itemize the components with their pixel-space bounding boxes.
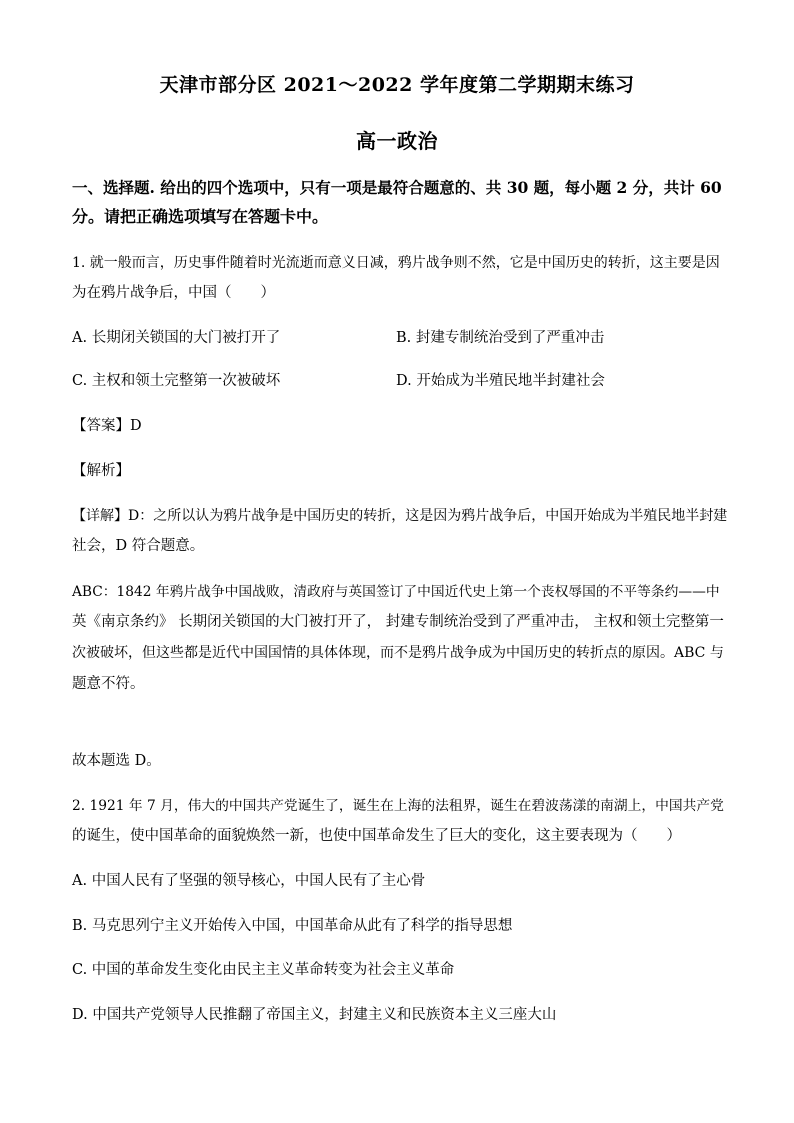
q1-answer: 【答案】D (72, 418, 142, 434)
q1-detail-line-1: 【详解】D：之所以认为鸦片战争是中国历史的转折，这是因为鸦片战争后，中国开始成为半殖民地半封建 (72, 508, 728, 524)
q1-abc-line-1: ABC：1842 年鸦片战争中国战败，清政府与英国签订了中国近代史上第一个丧权辱国的不平等条约——中 (72, 584, 720, 600)
q2-stem-line-2: 的诞生，使中国革命的面貌焕然一新，也使中国革命发生了巨大的变化，这主要表现为（ ） (72, 828, 681, 844)
q1-stem-line-1: 1. 就一般而言，历史事件随着时光流逝而意义日减，鸦片战争则不然，它是中国历史的转折，这主要是因 (72, 255, 720, 271)
q1-abc-line-4: 题意不符。 (72, 676, 145, 692)
section-instruction-line-1: 一、选择题. 给出的四个选项中，只有一项是最符合题意的、共 30 题，每小题 2 分，共计 60 (72, 178, 722, 197)
q2-option-c: C. 中国的革命发生变化由民主主义革命转变为社会主义革命 (72, 962, 455, 978)
q2-option-b: B. 马克思列宁主义开始传入中国，中国革命从此有了科学的指导思想 (72, 918, 513, 934)
q2-option-a: A. 中国人民有了坚强的领导核心，中国人民有了主心骨 (72, 873, 426, 889)
q1-option-a: A. 长期闭关锁国的大门被打开了 (72, 330, 281, 346)
q1-abc-line-3: 次被破坏，但这些都是近代中国国情的具体体现，而不是鸦片战争成为中国历史的转折点的原因。ABC 与 (72, 645, 724, 661)
section-instruction-line-2: 分。请把正确选项填写在答题卡中。 (72, 207, 329, 226)
q2-stem-line-1: 2. 1921 年 7 月，伟大的中国共产党诞生了，诞生在上海的法租界，诞生在碧波荡漾的南湖上，中国共产党 (72, 798, 724, 814)
q1-analysis-label: 【解析】 (72, 463, 130, 479)
exam-subtitle: 高一政治 (356, 129, 438, 153)
q1-conclusion: 故本题选 D。 (72, 753, 161, 769)
q1-option-b: B. 封建专制统治受到了严重冲击 (396, 330, 605, 346)
q1-detail-line-2: 社会，D 符合题意。 (72, 538, 205, 554)
q1-option-c: C. 主权和领土完整第一次被破坏 (72, 373, 281, 389)
q1-stem-line-2: 为在鸦片战争后，中国（ ） (72, 285, 275, 301)
exam-title: 天津市部分区 2021～2022 学年度第二学期期末练习 (159, 74, 635, 96)
q1-option-d: D. 开始成为半殖民地半封建社会 (396, 373, 605, 389)
q2-option-d: D. 中国共产党领导人民推翻了帝国主义，封建主义和民族资本主义三座大山 (72, 1007, 557, 1023)
q1-abc-line-2: 英《南京条约》 长期闭关锁国的大门被打开了， 封建专制统治受到了严重冲击， 主权和领土完整第一 (72, 614, 724, 630)
